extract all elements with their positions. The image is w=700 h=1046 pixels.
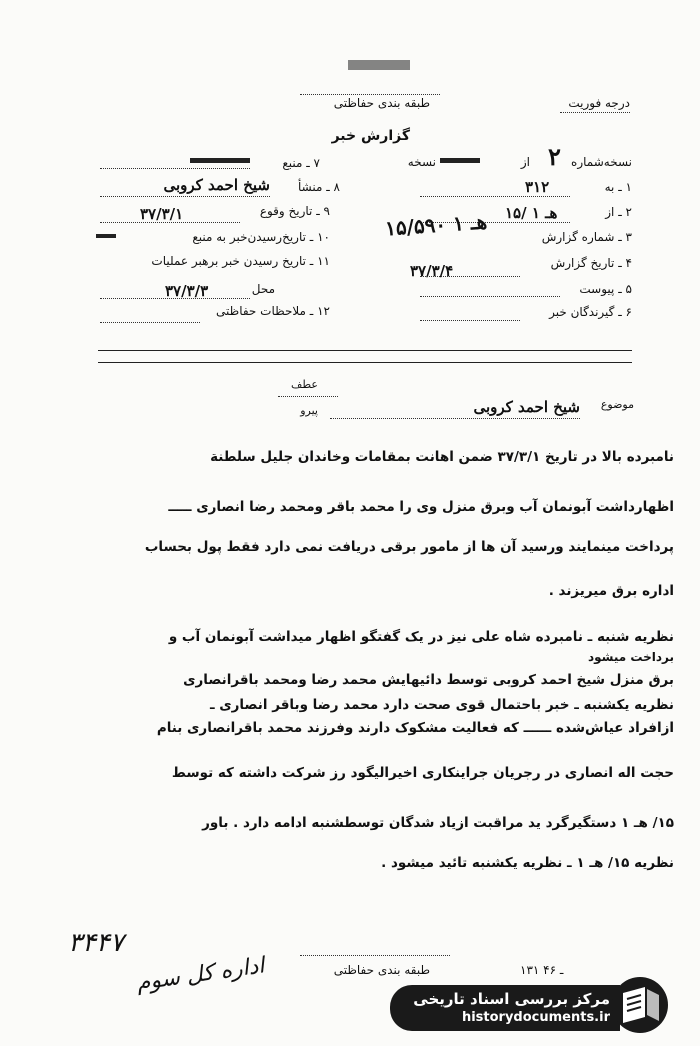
- pirow-label: پیرو: [300, 404, 318, 417]
- body-p2-line2: برق منزل شیخ احمد کروبی توسط دائیهایش محمد رضا ومحمد باقرانصاری: [183, 672, 674, 688]
- field-2-value: ۱۵/ هـ ۱: [505, 204, 558, 222]
- field-3-report-number: ۳ ـ شماره گزارش: [541, 230, 632, 244]
- field-8-value: شیخ احمد کروبی: [163, 176, 270, 194]
- body-p2-line7: نظریه ۱۵/ هـ ۱ ـ نظریه یکشنبه تائید میشود .: [381, 855, 674, 871]
- form-code: ۱۳۱ ـ ۴۶: [520, 963, 564, 977]
- body-p2-line1b: برداخت میشود: [588, 650, 674, 664]
- place-label: محل: [251, 282, 275, 296]
- redaction-f10: [96, 234, 116, 238]
- report-title: گزارش خبر: [331, 128, 410, 144]
- body-p1-line1: نامبرده بالا در تاریخ ۳۷/۳/۱ ضمن اهانت بمقامات وخاندان جلیل سلطنة: [210, 449, 674, 465]
- field-3-value: ۱۵/۵۹۰ هـ ۱: [384, 209, 488, 241]
- field-7-source: ۷ ـ منبع: [282, 156, 320, 170]
- body-p2-line1: نظریه شنبه ـ نامبرده شاه علی نیز در یک گفتگو اظهار میداشت آبونمان آب و: [168, 629, 674, 645]
- field-4-report-date: ۴ ـ تاریخ گزارش: [550, 256, 632, 270]
- body-p1-line3: پرداخت مینمایند ورسید آن ها از مامور برقی دریافت نمی دارد فقط پول بحساب: [144, 539, 674, 555]
- place-value: ۳۷/۳/۳: [165, 282, 209, 300]
- atf-label: عطف: [291, 378, 318, 391]
- body-p1-line4: اداره برق میریزند .: [548, 583, 674, 599]
- copy-number-value: ۲: [548, 142, 561, 171]
- field-5-attachment: ۵ ـ پیوست: [579, 282, 632, 296]
- urgency-label: درجه فوریت: [568, 96, 630, 110]
- handwritten-number: ۳۴۴۷: [68, 928, 124, 958]
- field-6-recipients: ۶ ـ گیرندگان خبر: [549, 305, 632, 319]
- classification-bottom: طبقه بندی حفاظتی: [333, 963, 430, 977]
- divider-1: [98, 350, 632, 351]
- field-1-to: ۱ ـ به: [604, 180, 632, 194]
- field-8-origin: ۸ ـ منشأ: [297, 180, 340, 194]
- field-1-value: ۳۱۲: [525, 178, 550, 196]
- watermark-logo: [605, 975, 675, 1035]
- field-2-from: ۲ ـ از: [605, 205, 632, 219]
- classification-top: طبقه بندی حفاظتی: [333, 96, 430, 110]
- body-p1-line2: اظهارداشت آبونمان آب وبرق منزل وی را محمد باقر ومحمد رضا انصاری ـــــ: [168, 499, 674, 515]
- body-p2-line3: نظریه یکشنبه ـ خبر باحتمال قوی صحت دارد محمد رضا وباقر انصاری ـ: [209, 697, 674, 713]
- field-11-date-operations: ۱۱ ـ تاریخ رسیدن خبر برهبر عملیات: [151, 254, 330, 268]
- watermark-org: مرکز بررسی اسناد تاریخی: [413, 990, 610, 1008]
- redaction-source: [190, 158, 250, 163]
- field-9-value: ۳۷/۳/۱: [140, 205, 184, 223]
- field-10-date-received: ۱۰ ـ تاریخ‌رسیدن‌خبر به منبع: [192, 230, 330, 244]
- copy-number-label: نسخه‌شماره: [571, 155, 632, 169]
- redaction-copies: [440, 158, 480, 163]
- redaction-top: [348, 60, 410, 70]
- subject-label: موضوع: [600, 398, 634, 411]
- body-p2-line6: ۱۵/ هـ ۱ دستگیرگرد ید مراقبت ازیاد شدگان توسطشنبه ادامه دارد . باور: [202, 815, 674, 831]
- copies-label: نسخه: [407, 155, 436, 169]
- field-12-security-notes: ۱۲ ـ ملاحظات حفاظتی: [216, 304, 330, 318]
- archive-logo-icon: [605, 975, 675, 1035]
- field-4-value: ۳۷/۳/۴: [410, 262, 454, 280]
- body-p2-line4: ازافراد عیاش‌شده ــــــ که فعالیت مشکوک دارند وفرزند محمد باقرانصاری بنام: [156, 720, 674, 736]
- of-label: از: [520, 155, 530, 169]
- handwritten-note: اداره کل سوم: [134, 953, 266, 996]
- subject-value: شیخ احمد کروبی: [473, 398, 580, 416]
- body-p2-line5: حجت اله انصاری در رجریان جراینکاری اخیرالیگود رز شرکت داشته که توسط: [171, 765, 674, 781]
- watermark-site: historydocuments.ir: [461, 1010, 610, 1025]
- divider-2: [98, 362, 632, 363]
- field-9-date: ۹ ـ تاریخ وقوع: [259, 204, 330, 218]
